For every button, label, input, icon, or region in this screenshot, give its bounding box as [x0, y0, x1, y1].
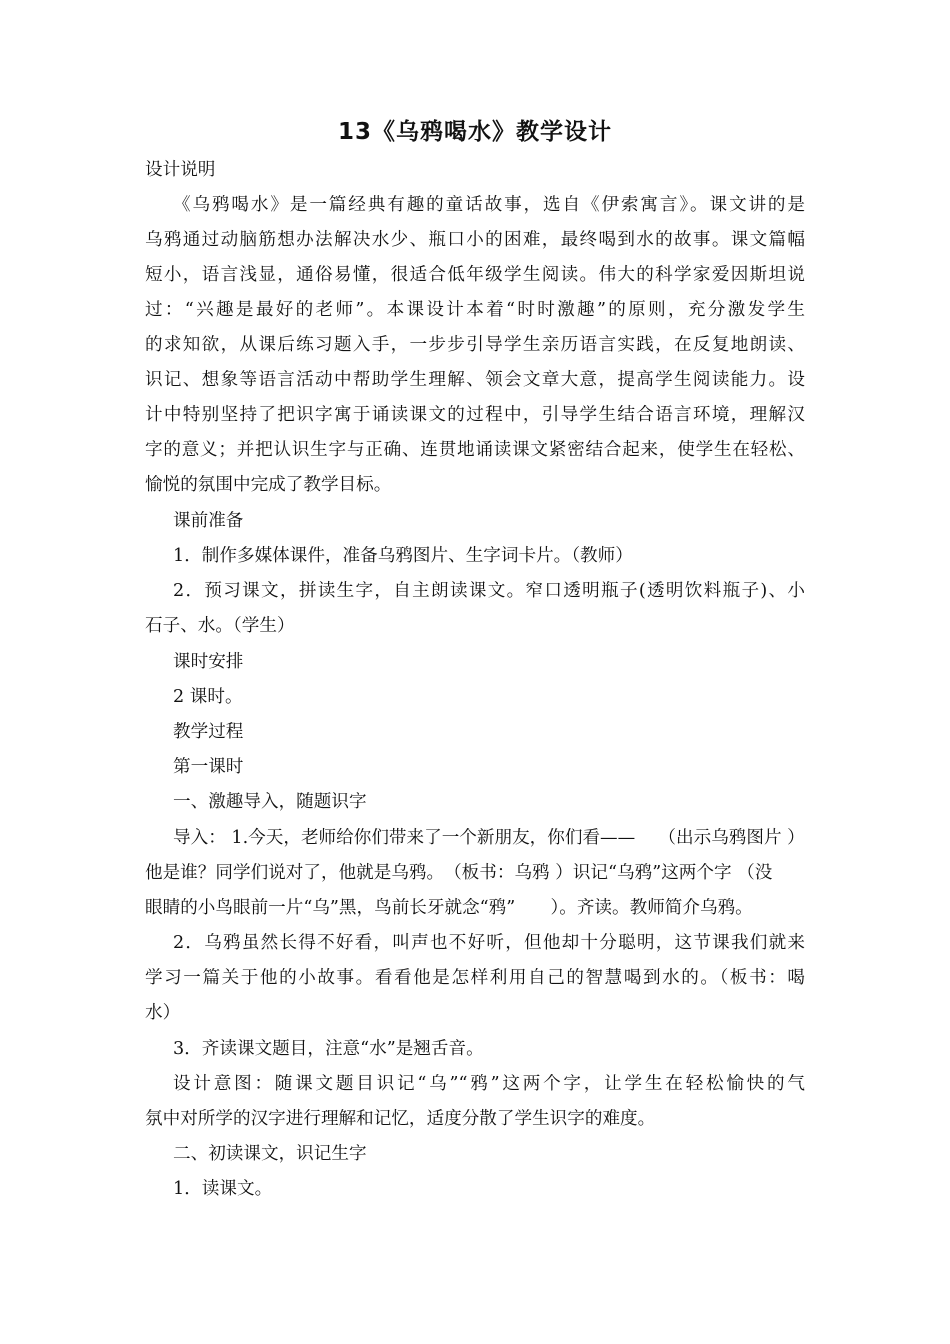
list-item: 1．读课文。	[173, 1179, 273, 1199]
paragraph-line: 水）	[145, 1003, 181, 1023]
paragraph-line: 2．乌鸦虽然长得不好看，叫声也不好听，但他却十分聪明，这节课我们就来	[173, 933, 805, 953]
section-heading-part-two: 二、初读课文，识记生字	[173, 1144, 367, 1164]
paragraph-line: 字的意义；并把认识生字与正确、连贯地诵读课文紧密结合起来，使学生在轻松、	[145, 440, 805, 460]
paragraph-line: 过：“兴趣是最好的老师”。本课设计本着“时时激趣”的原则，充分激发学生	[145, 300, 805, 320]
section-heading-part-one: 一、激趣导入，随题识字	[173, 792, 367, 812]
paragraph-line: 识记、想象等语言活动中帮助学生理解、领会文章大意，提高学生阅读能力。设	[145, 370, 805, 390]
paragraph-line: 2 课时。	[173, 687, 243, 707]
paragraph-line: 他是谁？同学们说对了，他就是乌鸦。 （板书：乌鸦 ）识记“乌鸦”这两个字 （没	[145, 863, 773, 883]
paragraph-line: 学习一篇关于他的小故事。看看他是怎样利用自己的智慧喝到水的。（板书：喝	[145, 968, 805, 988]
paragraph-line: 乌鸦通过动脑筋想办法解决水少、瓶口小的困难，最终喝到水的故事。课文篇幅	[145, 230, 805, 250]
paragraph-line: 氛中对所学的汉字进行理解和记忆，适度分散了学生识字的难度。	[145, 1109, 656, 1129]
section-heading-design-notes: 设计说明	[145, 160, 216, 180]
section-heading-first-lesson: 第一课时	[173, 757, 244, 777]
paragraph-line: 导入： 1.今天，老师给你们带来了一个新朋友，你们看—— （出示乌鸦图片 ）	[173, 828, 805, 848]
paragraph-line: 3．齐读课文题目，注意“水”是翘舌音。	[173, 1039, 484, 1059]
paragraph-line: 的求知欲，从课后练习题入手，一步步引导学生亲历语言实践，在反复地朗读、	[145, 335, 805, 355]
paragraph-line: 愉悦的氛围中完成了教学目标。	[145, 475, 392, 495]
document-title: 13《乌鸦喝水》教学设计	[337, 119, 612, 145]
paragraph-line: 计中特别坚持了把识字寓于诵读课文的过程中，引导学生结合语言环境，理解汉	[145, 405, 805, 425]
paragraph-line: 《乌鸦喝水》是一篇经典有趣的童话故事，选自《伊索寓言》。课文讲的是	[173, 195, 805, 215]
list-item: 1．制作多媒体课件，准备乌鸦图片、生字词卡片。（教师）	[173, 546, 633, 566]
section-heading-process: 教学过程	[173, 722, 244, 742]
paragraph-line: 短小，语言浅显，通俗易懂，很适合低年级学生阅读。伟大的科学家爱因斯坦说	[145, 265, 805, 285]
section-heading-preparation: 课前准备	[173, 511, 244, 531]
paragraph-line: 眼睛的小鸟眼前一片“乌”黑，鸟前长牙就念“鸦” ）。齐读。教师简介乌鸦。	[145, 898, 753, 918]
list-item: 2．预习课文，拼读生字，自主朗读课文。窄口透明瓶子(透明饮料瓶子)、小	[173, 581, 805, 601]
section-heading-schedule: 课时安排	[173, 652, 244, 672]
list-item-continuation: 石子、水。（学生）	[145, 616, 295, 636]
paragraph-line: 设计意图：随课文题目识记“乌”“鸦”这两个字，让学生在轻松愉快的气	[173, 1074, 805, 1094]
